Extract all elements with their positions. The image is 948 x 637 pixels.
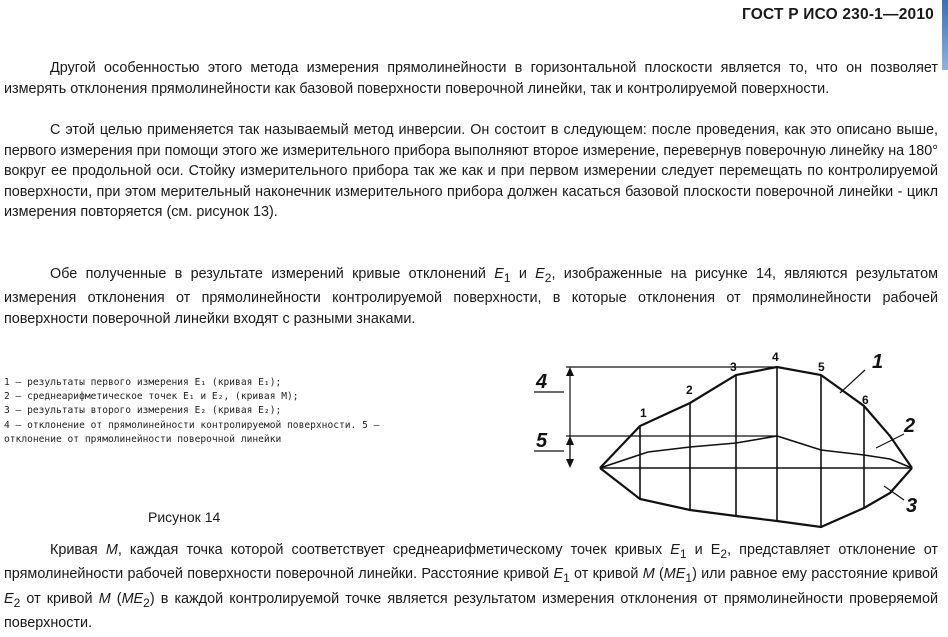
p3-text-mid: и <box>510 266 536 282</box>
p3-e1: E <box>494 266 504 282</box>
figure-legend <box>4 376 396 447</box>
curve-m <box>600 436 912 468</box>
p4-sub-me2: 2 <box>143 595 150 610</box>
p3-sub1: 1 <box>503 270 511 285</box>
paragraph-3 <box>4 264 938 329</box>
legend-item-2: 2 — среднеарифметическое точек E₁ и E₂, (кривая M); <box>4 391 299 403</box>
p4-m2: M <box>642 566 655 583</box>
p4-text-c: и E <box>686 542 721 558</box>
p4-text-h: от кривой <box>20 590 99 607</box>
p3-e2: E <box>535 266 545 282</box>
paragraph-1 <box>4 58 938 99</box>
callout-1: 1 <box>872 351 884 373</box>
document-header: ГОСТ Р ИСО 230-1—2010 <box>741 6 934 23</box>
callout-2: 2 <box>904 415 916 437</box>
p4-me1: ME <box>663 566 686 583</box>
p3-text-a: Обе полученные в результате измерений кривые отклонений <box>50 266 495 282</box>
p4-text-f: ( <box>654 566 664 583</box>
p4-e2b: E <box>4 590 14 607</box>
p4-me2: ME <box>121 590 144 607</box>
arrow-5-top <box>566 436 574 445</box>
paragraph-2-text: С этой целью применяется так называемый метод инверсии. Он состоит в следующем: после проведения, как это описано выше, первого измерения при помощи этого же измерительного прибора выполняют второе измерение, перевернув поверочную линейку на 180° вокруг ее продольной оси. Стойку измерительного прибора так же как и при первом измерении следует перемещать по контролируемой поверхности, при этом мерительный наконечник измерительного прибора должен касаться базовой плоскости поверочной линейки - цикл измерения повторяется (см. рисунок 13). <box>4 122 938 220</box>
point-number-5: 5 <box>818 360 825 374</box>
point-number-4: 4 <box>772 350 779 364</box>
p4-e1: E <box>670 542 680 558</box>
deviation-curves-figure <box>520 340 940 532</box>
point-number-3: 3 <box>730 360 737 374</box>
p4-text-j: ) в каждой контролируемой точке является результатом измерения отклонения от прямолинейности проверяемой поверхности. <box>4 590 938 632</box>
p4-text-e: от кривой <box>569 566 643 583</box>
p4-m3: M <box>98 590 111 607</box>
legend-item-3: 3 — результаты второго измерения E₂ (кривая E₂); <box>4 405 282 417</box>
figure-caption: Рисунок 14 <box>148 509 221 525</box>
p4-text-a: Кривая <box>50 542 106 558</box>
page-edge-marker <box>942 0 948 70</box>
arrow-4-bottom <box>566 459 574 468</box>
callout-5: 5 <box>536 430 548 452</box>
point-number-6: 6 <box>862 393 869 407</box>
p4-text-g: ) или равное ему расстояние кривой <box>692 566 939 583</box>
p4-text-d: , представляет отклонение от прямолинейности рабочей поверхности поверочной линейки. Расстояние кривой <box>4 542 939 583</box>
point-number-1: 1 <box>640 406 647 420</box>
p4-text-b: , каждая точка которой соответствует среднеарифметическому точек кривых <box>117 542 671 558</box>
paragraph-2 <box>4 120 938 223</box>
leader-1 <box>840 370 865 393</box>
p4-sub1: 1 <box>679 546 687 561</box>
p3-text-b: , изображенные на рисунке 14, являются результатом измерения отклонения от прямолинейности контролируемой поверхности, в которые отклонения от прямолинейности рабочей поверхности поверочной линейки входят с разными знаками. <box>4 266 938 327</box>
p4-sub-me1: 1 <box>685 571 693 586</box>
p4-sub1b: 1 <box>563 571 570 586</box>
p4-text-i: ( <box>110 590 122 607</box>
arrow-4-top <box>566 367 574 376</box>
legend-item-1: 1 — результаты первого измерения E₁ (кривая E₁); <box>4 377 282 388</box>
p4-e1b: E <box>553 566 564 583</box>
paragraph-4 <box>4 540 938 634</box>
callout-3: 3 <box>906 495 918 517</box>
legend-item-4: 4 — отклонение от прямолинейности контролируемой поверхности. 5 — отклонение от прямолинейности поверочной линейки <box>4 419 380 445</box>
p4-m: M <box>105 542 118 558</box>
point-number-2: 2 <box>686 383 693 397</box>
paragraph-1-text: Другой особенностью этого метода измерения прямолинейности в горизонтальной плоскости является то, что он позволяет измерять отклонения прямолинейности как базовой поверхности поверочной линейки, так и контролируемой поверхности. <box>4 60 938 97</box>
curve-e2 <box>600 468 912 527</box>
callout-4: 4 <box>536 371 548 393</box>
p3-sub2: 2 <box>544 270 552 285</box>
p4-sub2b: 2 <box>13 595 21 610</box>
p4-sub2: 2 <box>720 546 728 561</box>
